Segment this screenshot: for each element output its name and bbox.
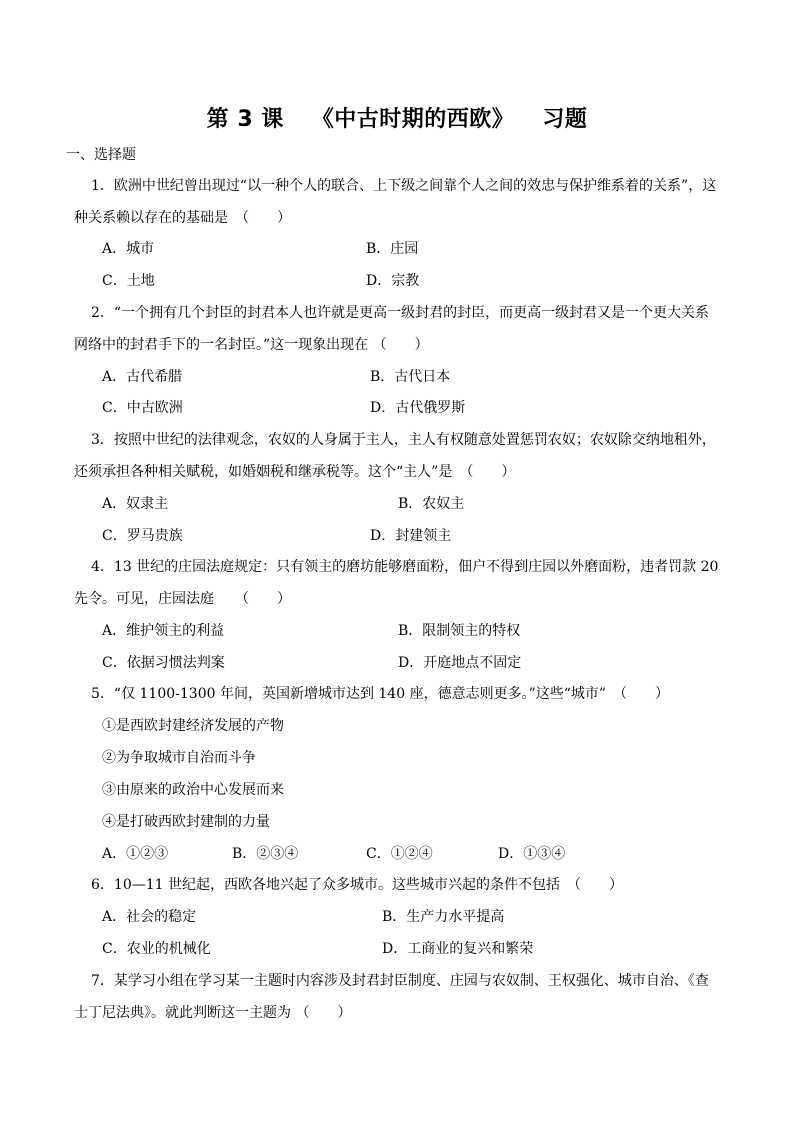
question-5-item-2: ②为争取城市自治而斗争 <box>102 750 256 766</box>
question-5-option-c: C．①②④ <box>366 846 433 862</box>
question-2-stem: 2．“一个拥有几个封臣的封君本人也许就是更高一级封君的封臣，而更高一级封君又是一个更大关系 <box>91 305 710 321</box>
title-suffix: 习题 <box>542 107 588 132</box>
question-5-item-1: ①是西欧封建经济发展的产物 <box>102 718 284 734</box>
question-1-option-a: A．城市 <box>102 241 155 257</box>
question-7-stem: 7．某学习小组在学习某一主题时内容涉及封君封臣制度、庄园与农奴制、王权强化、城市自治、《查 <box>91 973 709 989</box>
question-1-stem-cont: 种关系赖以存在的基础是 （ ） <box>74 210 291 226</box>
question-6-stem: 6．10—11 世纪起，西欧各地兴起了众多城市。这些城市兴起的条件不包括 （ ） <box>91 877 623 893</box>
question-6-option-c: C．农业的机械化 <box>102 941 211 957</box>
question-3-option-d: D．封建领主 <box>370 528 452 544</box>
lesson-name: 《中古时期的西欧》 <box>311 107 515 132</box>
question-2-option-a: A．古代希腊 <box>102 369 183 385</box>
question-5-stem: 5．“仅 1100-1300 年间，英国新增城市达到 140 座，德意志则更多。”这些“城市” （ ） <box>91 686 670 702</box>
question-4-option-c: C．依据习惯法判案 <box>102 655 225 671</box>
question-2-stem-cont: 网络中的封君手下的一名封臣。”这一现象出现在 （ ） <box>74 337 429 353</box>
question-4-option-d: D．开庭地点不固定 <box>398 655 522 671</box>
question-2-option-c: C．中古欧洲 <box>102 400 183 416</box>
question-3-option-b: B．农奴主 <box>398 496 465 512</box>
question-1-option-b: B．庄园 <box>366 241 419 257</box>
question-1-stem: 1．欧洲中世纪曾出现过“以一种个人的联合、上下级之间靠个人之间的效忠与保护维系着的关系”，这 <box>91 178 717 194</box>
question-2-option-d: D．古代俄罗斯 <box>370 400 466 416</box>
question-6-option-d: D．工商业的复兴和繁荣 <box>382 941 534 957</box>
question-5-item-4: ④是打破西欧封建制的力量 <box>102 814 270 830</box>
lesson-number: 第 3 课 <box>206 107 284 132</box>
question-3-option-c: C．罗马贵族 <box>102 528 183 544</box>
question-4-stem: 4．13 世纪的庄园法庭规定：只有领主的磨坊能够磨面粉，佃户不得到庄园以外磨面粉，违者罚款 20 <box>91 559 719 575</box>
question-5-option-a: A．①②③ <box>102 846 169 862</box>
question-6-option-a: A．社会的稳定 <box>102 909 197 925</box>
question-3-option-a: A．奴隶主 <box>102 496 169 512</box>
question-1-option-c: C．土地 <box>102 273 155 289</box>
question-3-stem: 3．按照中世纪的法律观念，农奴的人身属于主人，主人有权随意处置惩罚农奴；农奴除交纳地租外， <box>91 432 716 448</box>
question-2-option-b: B．古代日本 <box>370 369 451 385</box>
question-5-option-d: D．①③④ <box>498 846 566 862</box>
question-4-stem-cont: 先令。可见，庄园法庭 （ ） <box>74 591 291 607</box>
section-heading: 一、选择题 <box>66 147 136 163</box>
question-4-option-a: A．维护领主的利益 <box>102 623 225 639</box>
question-3-stem-cont: 还须承担各种相关赋税，如婚姻税和继承税等。这个“主人”是 （ ） <box>74 464 516 480</box>
question-6-option-b: B．生产力水平提高 <box>382 909 505 925</box>
question-7-stem-cont: 士丁尼法典》。就此判断这一主题为 （ ） <box>74 1005 352 1021</box>
question-4-option-b: B．限制领主的特权 <box>398 623 521 639</box>
page-title <box>0 102 794 133</box>
question-5-option-b: B．②③④ <box>232 846 299 862</box>
question-5-item-3: ③由原来的政治中心发展而来 <box>102 782 284 798</box>
question-1-option-d: D．宗教 <box>366 273 420 289</box>
